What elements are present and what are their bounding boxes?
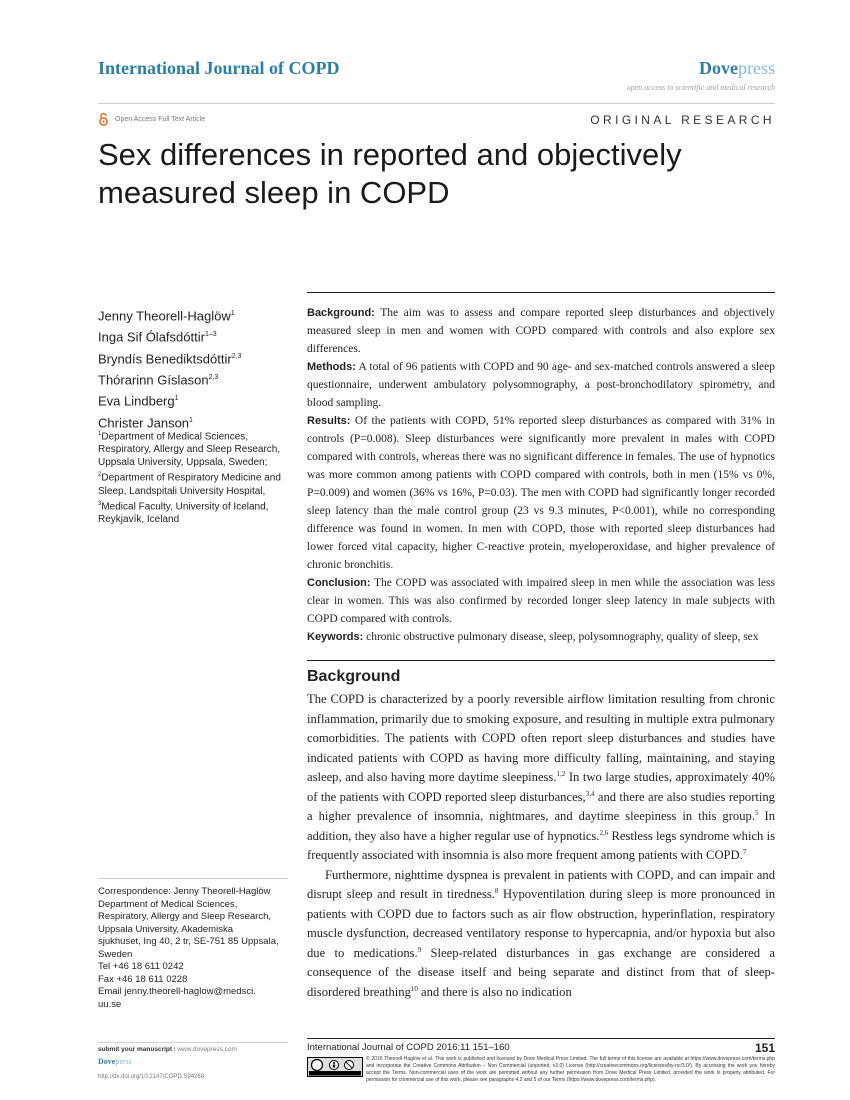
creative-commons-icon[interactable] xyxy=(307,1057,363,1077)
license-text: © 2016 Theorell-Haglöw et al. This work is published and licensed by Dove Medical Press Limited. The full terms of this license are available at https://www.dovepress.com/terms.php and incorporate the Creative Commons Attribution – Non Commercial (unported, v3.0) License (http://creativecommons.org/licenses/by-nc/3.0/). By accessing the work you hereby accept the Terms. Non-commercial uses of the work are permitted without any further permission from Dove Medical Press Limited, provided the work is properly attributed. For permission for commercial use of this work, please see paragraphs 4.2 and 5 of our Terms (https://www.dovepress.com/terms.php). xyxy=(366,1056,775,1083)
abstract-keywords: Keywords: chronic obstructive pulmonary disease, sleep, polysomnography, quality of sleep, sex xyxy=(307,631,759,643)
abstract-results: Results: Of the patients with COPD, 51% reported sleep disturbances as compared with 31% in controls (P=0.008). Sleep disturbances were significantly more prevalent in males with COPD compared with controls, whereas there was no significant difference in females. The use of hypnotics was more common among patients with COPD compared with controls, both in men (15% vs 0%, P=0.009) and women (36% vs 16%, P=0.03). The men with COPD had significantly longer recorded sleep latency than the male control group (23 vs 9.3 minutes, P<0.001), while no corresponding difference was found in women. In men with COPD, those with reported sleep disturbances had lower forced vital capacity, higher C-reactive protein, myeloperoxidase, and higher prevalence of chronic bronchitis. xyxy=(307,415,775,571)
header-divider xyxy=(98,103,775,104)
journal-name: International Journal of COPD xyxy=(98,58,340,78)
abstract-conclusion: Conclusion: The COPD was associated with impaired sleep in men while the association was less clear in women. This was also confirmed by recorded longer sleep latency in male subjects with COPD compared with controls. xyxy=(307,577,775,625)
publisher-logo[interactable] xyxy=(699,58,775,79)
citation-line: International Journal of COPD 2016:11 151–160 xyxy=(307,1042,510,1053)
author: Jenny Theorell-Haglöw$^1$ xyxy=(98,308,235,324)
correspondence-divider xyxy=(98,878,288,879)
section-heading-background: Background xyxy=(307,668,401,685)
citation-ref[interactable]: 10 xyxy=(410,984,418,993)
abstract-methods: Methods: A total of 96 patients with COPD and 90 age- and sex-matched controls answered a sleep questionnaire, underwent ambulatory polysomnography, a post-bronchodilatory spirometry, and blood sampling. xyxy=(307,361,775,409)
author: Christer Janson$^1$ xyxy=(98,414,193,430)
author: Bryndís Benediktsdóttir$^{2,3}$ xyxy=(98,350,242,366)
brand-part-dove: Dove xyxy=(699,58,738,78)
article-title: Sex differences in reported and objectively measured sleep in COPD xyxy=(98,137,682,210)
paragraph: The COPD is characterized by a poorly reversible airflow limitation resulting from chronic inflammation, primarily due to smoking exposure, and resulting in multiple extra pulmonary comorbidities. The patients with COPD often report sleep disturbances and studies have indicated patients with COPD as having more difficulty falling, maintaining, and staying asleep, and also having more daytime sleepiness.$^{1,2}$ In two large studies, approximately 40% of the patients with COPD reported sleep disturbances,$^{3,4}$ and there are also studies reporting a higher prevalence of insomnia, nightmares, and daytime sleepiness in this group.$^5$ In addition, they also have a higher regular use of hypnotics.$^{2,6}$ Restless legs syndrome which is frequently associated with insomnia is also more frequent among patients with COPD.$^7$ xyxy=(307,692,776,862)
page-number: 151 xyxy=(754,1041,775,1055)
submit-manuscript-link[interactable]: submit your manuscript | www.dovepress.com xyxy=(98,1046,237,1053)
abstract-background: Background: The aim was to assess and compare reported sleep disturbances and objectively measured sleep in men and women with COPD compared with controls and also explore sex differences. xyxy=(307,307,775,355)
email-link[interactable]: Email jenny.theorell-haglow@medsci. uu.se xyxy=(98,986,256,1010)
citation-ref[interactable]: 3,4 xyxy=(585,789,595,798)
citation-ref[interactable]: 5 xyxy=(754,808,759,817)
abstract-bottom-rule xyxy=(307,660,775,661)
correspondence: Correspondence: Jenny Theorell-Haglöw Department of Medical Sciences, Respiratory, Allergy and Sleep Research, Uppsala University, Akademiska sjukhuset, Ing 40, 2 tr, SE-751 85 Uppsala, Sweden Tel +46 18 611 0242 Fax +46 18 611 0228 Email jenny.theorell-haglow@medsci. uu.se xyxy=(98,886,293,1011)
body-text xyxy=(307,690,775,1002)
author: Thórarinn Gíslason$^{2,3}$ xyxy=(98,372,219,388)
affiliations: $^1$Department of Medical Sciences, Respiratory, Allergy and Sleep Research, Uppsala University, Uppsala, Sweden; $^2$Department of Respiratory Medicine and Sleep, Landspitali University Hospital, $^3$Medical Faculty, University of Iceland, Reykjavík, Iceland xyxy=(98,431,281,525)
doi-link[interactable]: http://dx.doi.org/10.2147/COPD.S94268 xyxy=(98,1074,205,1080)
open-access-text: Open Access Full Text Article xyxy=(115,115,206,123)
brand-part-press: press xyxy=(738,58,775,78)
abstract xyxy=(307,304,775,646)
footer-right-divider xyxy=(307,1038,775,1039)
footer-left-divider xyxy=(98,1042,288,1043)
publisher-tagline: open access to scientific and medical research xyxy=(626,83,775,92)
article-category: ORIGINAL RESEARCH xyxy=(590,113,775,127)
citation-ref[interactable]: 8 xyxy=(494,886,499,895)
citation-ref[interactable]: 2,6 xyxy=(599,828,609,837)
citation-ref[interactable]: 7 xyxy=(742,847,747,856)
citation-ref[interactable]: 1,2 xyxy=(556,769,566,778)
open-access-label xyxy=(98,112,205,126)
abstract-top-rule xyxy=(307,292,775,293)
author: Eva Lindberg$^1$ xyxy=(98,393,179,409)
paragraph: Furthermore, nighttime dyspnea is prevalent in patients with COPD, and can impair and disrupt sleep and result in tiredness.$^8$ Hypoventilation during sleep is more pronounced in patients with COPD due to factors such as air flow obstruction, hyperinflation, respiratory muscle dysfunction, decreased ventilatory response to hypercapnia, and/or hypoxia but also due to medications.$^9$ Sleep-related disturbances in gas exchange are considered a consequence of the disease itself and being separate and distinct from that of sleep-disordered breathing$^{10}$ and there is also no indication xyxy=(307,867,775,999)
citation-ref[interactable]: 9 xyxy=(417,945,422,954)
open-access-icon xyxy=(98,112,109,126)
footer-publisher-logo[interactable]: Dovepress xyxy=(98,1057,132,1066)
author-list xyxy=(98,304,241,432)
author: Inga Sif Ólafsdóttir$^{1-3}$ xyxy=(98,329,217,345)
